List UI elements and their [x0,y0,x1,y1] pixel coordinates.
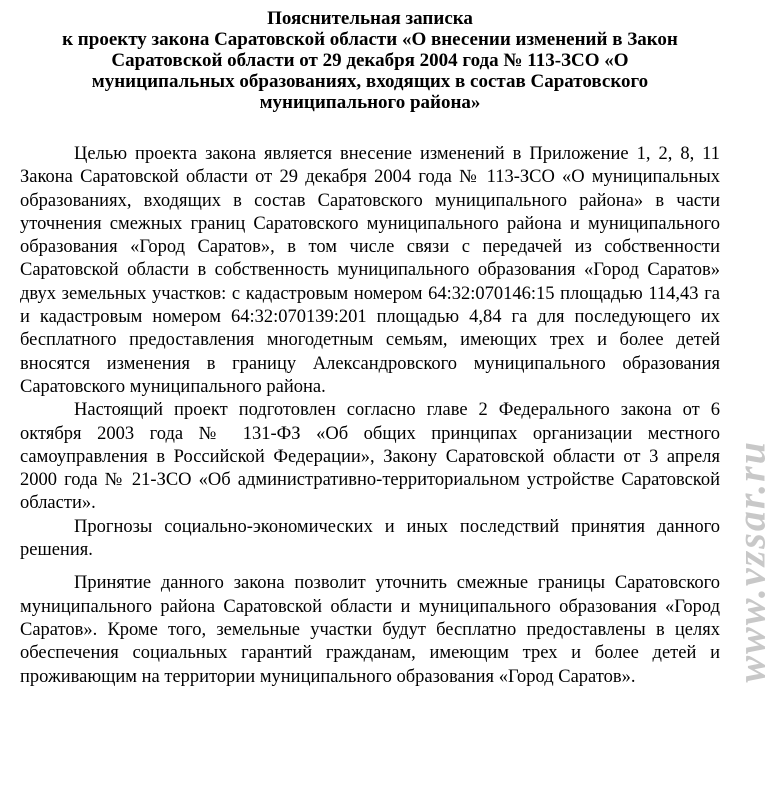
title-line: Пояснительная записка [267,8,473,29]
document-body [20,143,720,689]
document-title [20,8,720,113]
paragraph-forecast-heading: Прогнозы социально-экономических и иных последствий принятия данного решения. [20,516,720,561]
document-page [20,8,720,689]
title-line: муниципальных образованиях, входящих в состав Саратовского [91,71,649,92]
site-watermark: www.vzsar.ru [729,440,774,683]
paragraph-consequences: Принятие данного закона позволит уточнить смежные границы Саратовского муниципального района Саратовской области и муниципального образования «Город Саратов». Кроме того, земельные участки будут бесплатно предоставлены в целях обеспечения социальных гарантий гражданам, имеющим трех и более детей и проживающим на территории муниципального образования «Город Саратов». [20,573,720,687]
paragraph-purpose: Целью проекта закона является внесение изменений в Приложение 1, 2, 8, 11 Закона Саратовской области от 29 декабря 2004 года № 113-ЗСО «О муниципальных образованиях, входящих в состав Саратовского муниципального района» в части уточнения смежных границ Саратовского муниципального района и муниципального образования «Город Саратов», в том числе связи с передачей из собственности Саратовской области в собственность муниципального образования «Город Саратов» двух земельных участков: с кадастровым номером 64:32:070146:15 площадью 114,43 га и кадастровым номером 64:32:070139:201 площадью 4,84 га для последующего их бесплатного предоставления многодетным семьям, имеющих трех и более детей вносятся изменения в границу Александровского муниципального образования Саратовского муниципального района. [20,144,720,397]
title-line: Саратовской области от 29 декабря 2004 года № 113-ЗСО «О [111,50,629,71]
title-line: к проекту закона Саратовской области «О внесении изменений в Закон [62,29,678,50]
title-line: муниципального района» [259,92,481,113]
paragraph-legal-basis: Настоящий проект подготовлен согласно главе 2 Федерального закона от 6 октября 2003 года № 131-ФЗ «Об общих принципах организации местного самоуправления в Российской Федерации», Закону Саратовской области от 3 апреля 2000 года № 21-ЗСО «Об административно-территориальном устройстве Саратовской области». [20,400,720,514]
